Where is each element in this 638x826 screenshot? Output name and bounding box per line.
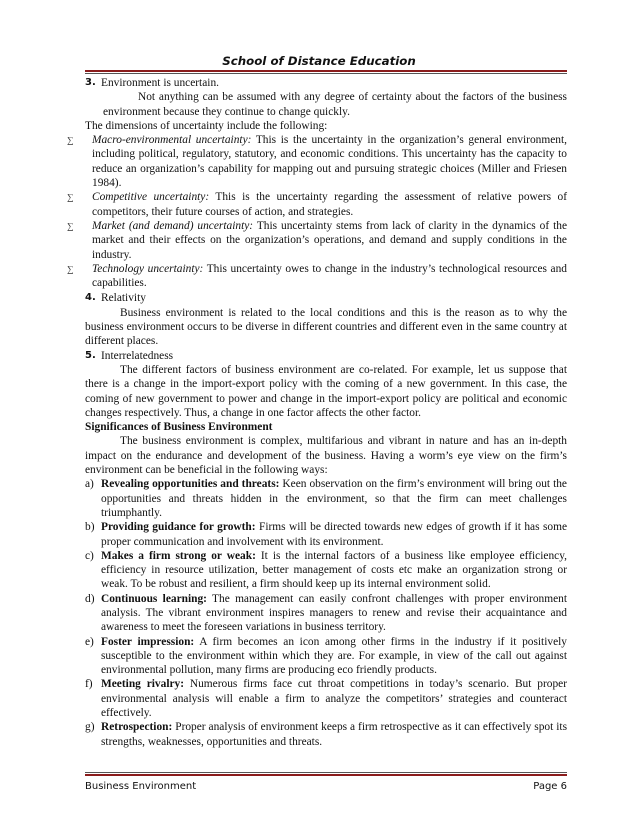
uncertainty-list — [67, 133, 567, 290]
list-item — [67, 133, 567, 190]
bullet-icon: ∑ — [67, 263, 74, 274]
list-item — [67, 219, 567, 262]
item-term: Revealing opportunities and threats: — [101, 478, 280, 491]
item-letter: a) — [85, 478, 94, 491]
section-5-heading — [85, 349, 567, 363]
item-letter: g) — [85, 721, 95, 734]
footer-page-number: Page 6 — [533, 781, 567, 792]
page-body — [67, 76, 567, 749]
item-letter: b) — [85, 521, 95, 534]
section-4-number: 4. — [85, 292, 96, 304]
item-text: A firm becomes an icon among other firms in the industry if it positively susceptible to the environment within which they are. For example, in view of the call out against environmental pollution, many firms are producing eco friendly products. — [101, 635, 567, 677]
section-3-title: Environment is uncertain. — [101, 77, 219, 89]
item-letter: f) — [85, 678, 93, 691]
section-3-number: 3. — [85, 77, 96, 88]
section-4-paragraph: Business environment is related to the local conditions and this is the reason as to why the business environment occurs to be diverse in different countries and different even in the same country at different places. — [85, 306, 567, 348]
item-term: Retrospection: — [101, 721, 173, 734]
item-letter: d) — [85, 592, 95, 605]
item-letter: c) — [85, 549, 94, 562]
bullet-icon: ∑ — [67, 192, 74, 203]
significance-list — [85, 477, 567, 749]
uncertainty-intro: The dimensions of uncertainty include the following: — [85, 119, 328, 132]
header-title: School of Distance Education — [222, 54, 416, 68]
page-footer — [85, 780, 567, 794]
item-text: It is the internal factors of a business like employee efficiency, efficiency in resource utilization, better management of costs etc make an organization strong or weak. To be robust and resilient, a firm should keep up its internal environment solid. — [101, 549, 567, 591]
item-text: The management can easily confront challenges with proper environment analysis. The vibrant environment inspires managers to renew and revise their acquaintance and awareness to meet the foreseen variations in business territory. — [101, 592, 567, 634]
item-text: Keen observation on the firm’s environment will bring out the opportunities and threats hidden in the environment, so that the firm can meet challenges triumphantly. — [101, 478, 567, 519]
section-5-paragraph: The different factors of business environment are co-related. For example, let us suppose that there is a change in the import-export policy with the coming of a new government. In this case, the coming of new government to power and change in the import-export policy are political and economic changes respectively. Thus, a change in one factor affects the other factor. — [85, 363, 567, 419]
item-text: Numerous firms face cut throat competitions in today’s scenario. But proper environmental analysis will enable a firm to analyze the competitors’ strategies and counteract effectively. — [101, 678, 567, 720]
significance-heading: Significances of Business Environment — [85, 421, 273, 434]
section-4-heading — [85, 291, 567, 305]
bullet-term: Competitive uncertainty: — [92, 191, 210, 204]
item-term: Providing guidance for growth: — [101, 521, 256, 534]
list-item — [85, 635, 567, 678]
significance-paragraph: The business environment is complex, multifarious and vibrant in nature and has an in-depth impact on the endurance and development of the business. Having a worm’s eye view on the firm’s environment can be beneficial in the following ways: — [85, 435, 567, 477]
header-rule-thin — [85, 73, 567, 74]
bullet-term: Macro-environmental uncertainty: — [92, 134, 252, 147]
list-item — [85, 477, 567, 520]
item-letter: e) — [85, 635, 94, 648]
list-item — [67, 262, 567, 291]
footer-course-title: Business Environment — [85, 781, 197, 792]
footer-rule-thin — [85, 772, 567, 773]
item-text: Firms will be directed towards new edges of growth if it has some proper communication and involvement with its environment. — [101, 521, 567, 548]
bullet-icon: ∑ — [67, 220, 74, 231]
bullet-term: Market (and demand) uncertainty: — [92, 219, 254, 232]
list-item — [85, 720, 567, 749]
bullet-text: This is the uncertainty in the organization’s general environment, including political, regulatory, statutory, and economic conditions. This uncertainty has the capacity to reduce an organization’s capability for mapping out and pursuing strategic choices (Miller and Friesen 1984). — [92, 134, 567, 190]
section-3-heading — [85, 76, 567, 90]
section-5-title: Interrelatedness — [101, 349, 174, 362]
list-item — [67, 190, 567, 219]
list-item — [85, 677, 567, 720]
footer-rule — [85, 774, 567, 776]
list-item — [85, 520, 567, 549]
header-rule — [85, 70, 567, 72]
bullet-text: This uncertainty stems from lack of clarity in the dynamics of the market and their effects on the organization’s operations, and demand and supply conditions in the industry. — [92, 219, 567, 261]
section-4-title: Relativity — [101, 292, 146, 305]
item-term: Continuous learning: — [101, 592, 207, 605]
bullet-text: This uncertainty owes to change in the industry’s technological resources and capabilities. — [92, 262, 567, 290]
item-term: Foster impression: — [101, 635, 195, 648]
item-text: Proper analysis of environment keeps a firm retrospective as it can effectively spot its strengths, weaknesses, opportunities and threats. — [101, 721, 567, 748]
bullet-icon: ∑ — [67, 135, 74, 146]
item-term: Makes a firm strong or weak: — [101, 549, 256, 562]
list-item — [85, 592, 567, 635]
section-5-number: 5. — [85, 349, 96, 361]
item-term: Meeting rivalry: — [101, 678, 185, 691]
section-3-paragraph: Not anything can be assumed with any degree of certainty about the factors of the business environment because they continue to change quickly. — [103, 91, 567, 118]
bullet-text: This is the uncertainty regarding the assessment of relative powers of competitors, their future courses of action, and strategies. — [92, 191, 567, 218]
bullet-term: Technology uncertainty: — [92, 262, 204, 275]
list-item — [85, 549, 567, 592]
